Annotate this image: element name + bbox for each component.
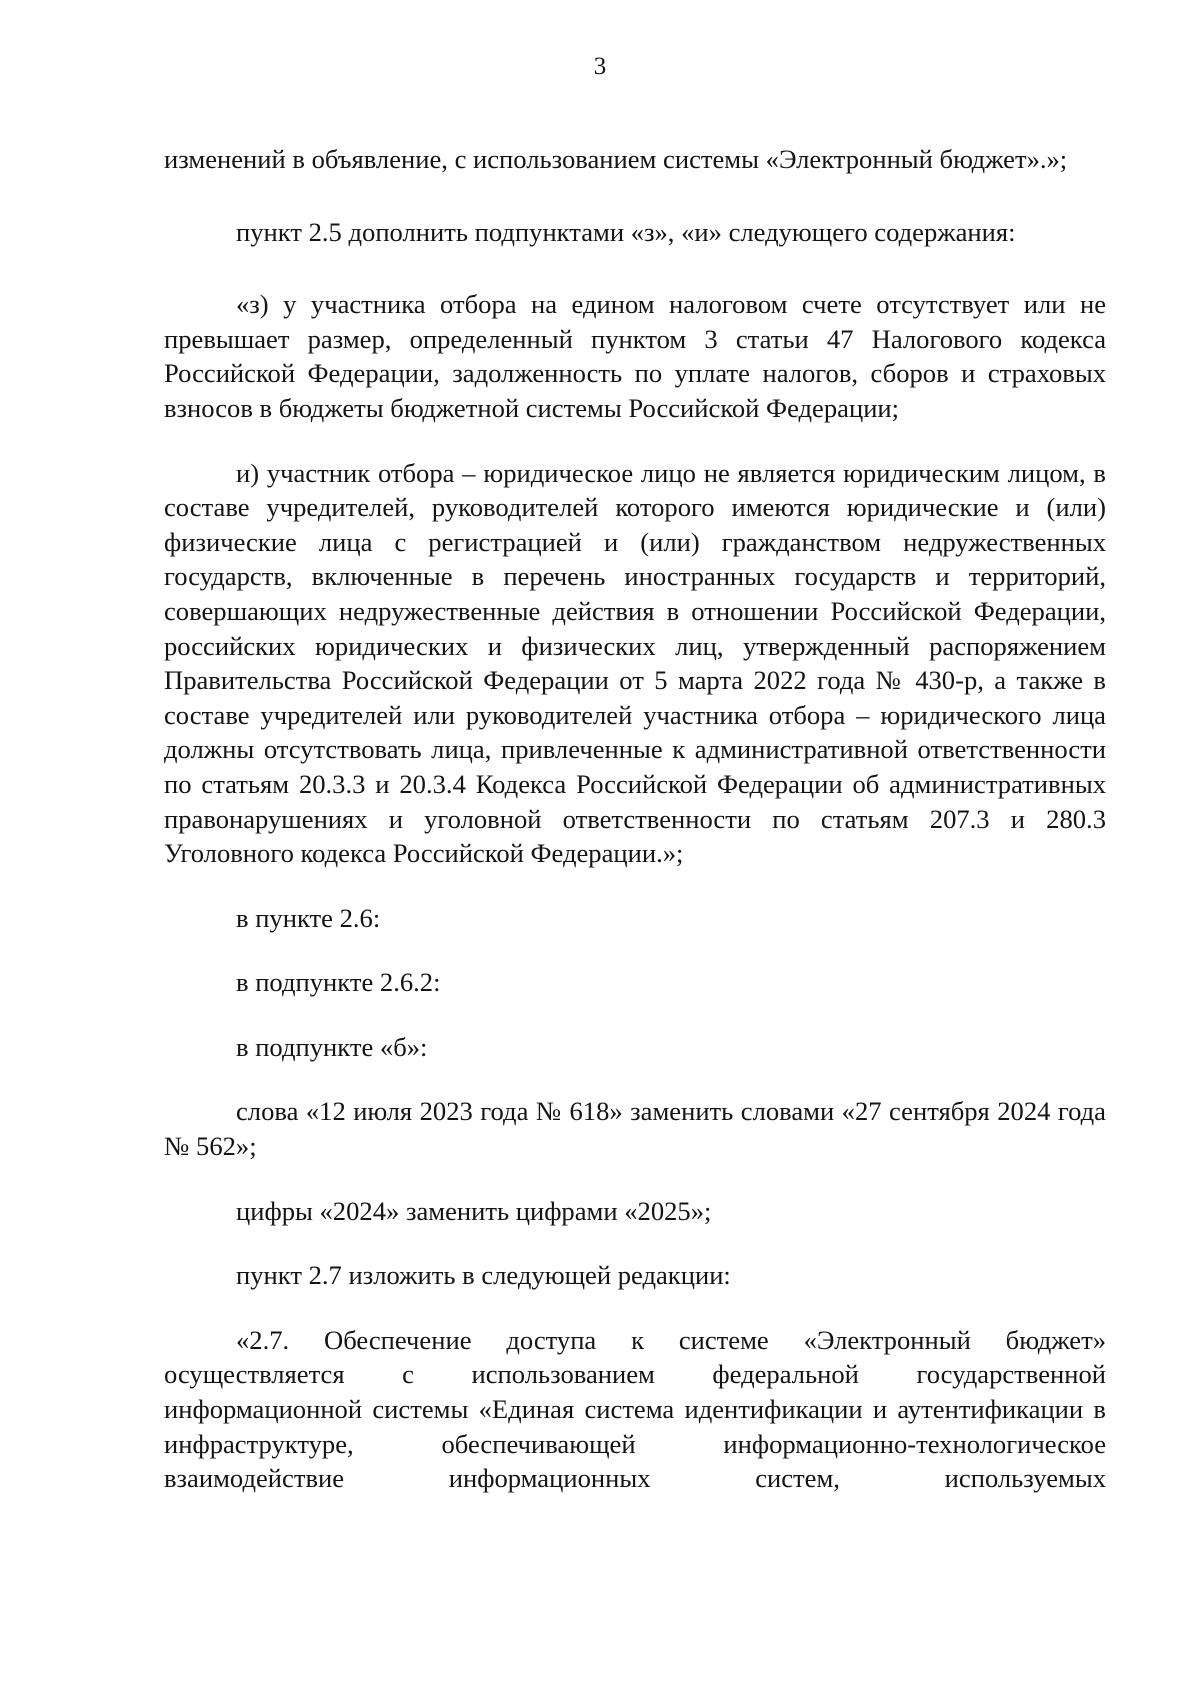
paragraph-subclause-i: и) участник отбора – юридическое лицо не является юридическим лицом, в составе учредителей, руководителей которого имеются юридические и (или) физические лица с регистрацией и (или) гражданством недружественных государств, включенные в перечень иностранных государств и территорий, совершающих недружественные действия в отношении Российской Федерации, российских юридических и физических лиц, утвержденный распоряжением Правительства Российской Федерации от 5 марта 2022 года № 430-р, а также в составе учредителей или руководителей участника отбора – юридического лица должны отсутствовать лица, привлеченные к административной ответственности по статьям 20.3.3 и 20.3.4 Кодекса Российской Федерации об административных правонарушениях и уголовной ответственности по статьям 207.3 и 280.3 Уголовного кодекса Российской Федерации.»;	[164, 457, 1106, 869]
paragraph-subclause-z: «з) у участника отбора на едином налоговом счете отсутствует или не превышает размер, определенный пунктом 3 статьи 47 Налогового кодекса Российской Федерации, задолженность по уплате налогов, сборов и страховых взносов в бюджеты бюджетной системы Российской Федерации;	[164, 289, 1106, 423]
paragraph-subclause-2-6-2: в подпункте 2.6.2:	[236, 967, 441, 998]
paragraph-subclause-b: в подпункте «б»:	[236, 1031, 428, 1062]
paragraph-replace-words: слова «12 июля 2023 года № 618» заменить словами «27 сентября 2024 года № 562»;	[164, 1096, 1106, 1162]
paragraph-continuation: изменений в объявление, с использованием системы «Электронный бюджет».»;	[164, 144, 1068, 174]
paragraph-replace-digits: цифры «2024» заменить цифрами «2025»;	[236, 1195, 712, 1226]
document-body	[164, 142, 1106, 1496]
paragraph-clause-2-5: пункт 2.5 дополнить подпунктами «з», «и» следующего содержания:	[236, 216, 1016, 247]
paragraph-clause-2-7-text: «2.7. Обеспечение доступа к системе «Электронный бюджет» осуществляется с использованием федеральной государственной информационной системы «Единая система идентификации и аутентификации в инфраструктуре, обеспечивающей информационно-технологическое взаимодействие информационных систем, используемых	[164, 1324, 1106, 1494]
paragraph-clause-2-6: в пункте 2.6:	[236, 902, 381, 933]
page-number: 3	[593, 53, 607, 80]
paragraph-clause-2-7: пункт 2.7 изложить в следующей редакции:	[236, 1260, 731, 1291]
